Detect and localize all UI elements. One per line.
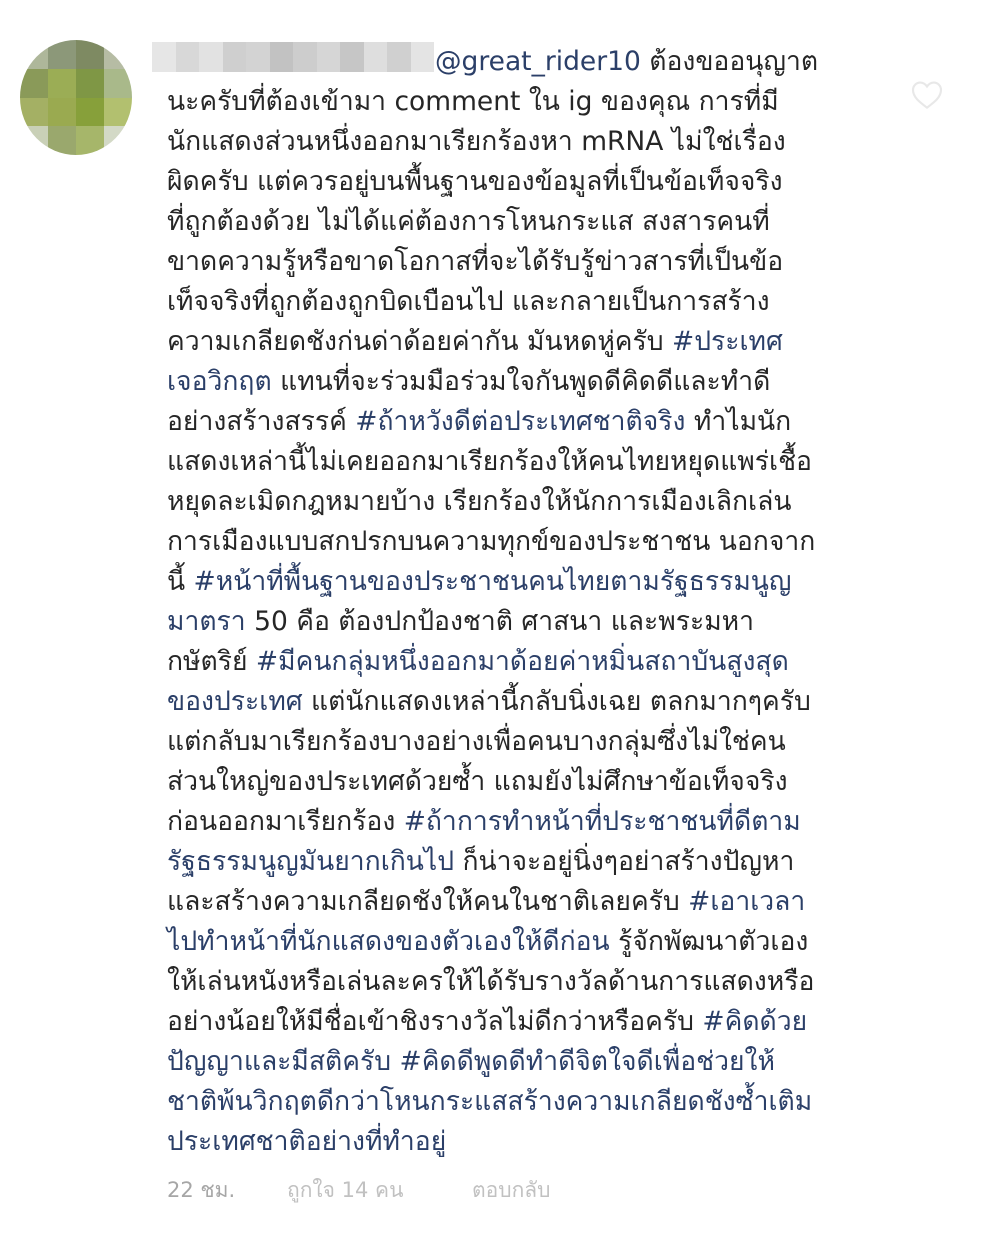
hashtag-link[interactable]: #หน้าที่พื้นฐานของประชาชนคนไทยตามรัฐธรรมนูญ bbox=[193, 566, 792, 597]
comment-text-segment: นี้ bbox=[167, 566, 194, 597]
hashtag-link[interactable]: ของประเทศ bbox=[167, 686, 303, 717]
comment-line bbox=[167, 82, 887, 122]
comment-line bbox=[167, 322, 887, 362]
comment-line bbox=[167, 1042, 887, 1082]
comment-text-segment: หยุดละเมิดกฎหมายบ้าง เรียกร้องให้นักการเมืองเลิกเล่น bbox=[167, 486, 792, 517]
avatar-pixel bbox=[48, 40, 76, 69]
comment-text-segment: ที่ถูกต้องด้วย ไม่ได้แค่ต้องการโหนกระแส สงสารคนที่ bbox=[167, 206, 770, 237]
reply-button[interactable]: ตอบกลับ bbox=[472, 1178, 551, 1202]
comment-line bbox=[167, 602, 887, 642]
comment-line bbox=[167, 842, 887, 882]
avatar-pixel bbox=[20, 69, 48, 98]
comment-line bbox=[167, 1082, 887, 1122]
avatar-pixel bbox=[76, 98, 104, 127]
comment-line bbox=[167, 402, 887, 442]
comment-text-segment: ความเกลียดชังก่นด่าด้อยค่ากัน มันหดหู่ครับ bbox=[167, 326, 672, 357]
comment-text-segment: แต่กลับมาเรียกร้องบางอย่างเพื่อคนบางกลุ่มซึ่งไม่ใช่คน bbox=[167, 726, 786, 757]
comment-text-segment: ก็น่าจะอยู่นิ่งๆอย่าสร้างปัญหา bbox=[454, 846, 795, 877]
comment-text-segment: นะครับที่ต้องเข้ามา comment ใน ig ของคุณ การที่มี bbox=[167, 86, 779, 117]
comment-line bbox=[167, 1122, 887, 1162]
avatar-pixel bbox=[76, 126, 104, 155]
comment-text-segment: นักแสดงส่วนหนึ่งออกมาเรียกร้องหา mRNA ไม่ใช่เรื่อง bbox=[167, 126, 786, 157]
comment-line bbox=[167, 922, 887, 962]
comment-text-segment: ให้เล่นหนังหรือเล่นละครให้ได้รับรางวัลด้านการแสดงหรือ bbox=[167, 966, 815, 997]
hashtag-link[interactable]: รัฐธรรมนูญมันยากเกินไป bbox=[167, 846, 455, 877]
comment-line bbox=[167, 242, 887, 282]
comment-text bbox=[167, 42, 887, 1162]
comment-line bbox=[167, 682, 887, 722]
comment-text-segment: และสร้างความเกลียดชังให้คนในชาติเลยครับ bbox=[167, 886, 689, 917]
comment-line bbox=[167, 762, 887, 802]
comment-text-segment: แทนที่จะร่วมมือร่วมใจกันพูดดีคิดดีและทำดี bbox=[271, 366, 771, 397]
comment-line bbox=[167, 122, 887, 162]
comment-line bbox=[167, 962, 887, 1002]
hashtag-link[interactable]: #ถ้าหวังดีต่อประเทศชาติจริง bbox=[355, 406, 686, 437]
hashtag-link[interactable]: เจอวิกฤต bbox=[167, 366, 272, 397]
hashtag-link[interactable]: #คิดดีพูดดีทำดีจิตใจดีเพื่อช่วยให้ bbox=[399, 1046, 775, 1077]
hashtag-link[interactable]: #ถ้าการทำหน้าที่ประชาชนที่ดีตาม bbox=[403, 806, 801, 837]
likes-count-link[interactable]: ถูกใจ 14 คน bbox=[287, 1178, 404, 1202]
comment-text-segment: ผิดครับ แต่ควรอยู่บนพื้นฐานของข้อมูลที่เป็นข้อเท็จจริง bbox=[167, 166, 783, 197]
comment-text-segment: แต่นักแสดงเหล่านี้กลับนิ่งเฉย ตลกมากๆครับ bbox=[302, 686, 811, 717]
avatar-pixel bbox=[76, 40, 104, 69]
comment-text-segment: ทำไมนัก bbox=[685, 406, 792, 437]
avatar-pixel bbox=[48, 126, 76, 155]
comment-text-segment: การเมืองแบบสกปรกบนความทุกข์ของประชาชน นอกจาก bbox=[167, 526, 816, 557]
comment-text-segment: ส่วนใหญ่ของประเทศด้วยซ้ำ แถมยังไม่ศึกษาข้อเท็จจริง bbox=[167, 766, 788, 797]
comment-line bbox=[167, 442, 887, 482]
comment-text-segment: เท็จจริงที่ถูกต้องถูกบิดเบือนไป และกลายเป็นการสร้าง bbox=[167, 286, 770, 317]
comment-time: 22 ชม. bbox=[167, 1178, 236, 1202]
comment-line bbox=[167, 162, 887, 202]
avatar-pixel bbox=[20, 126, 48, 155]
comment-text-segment: อย่างสร้างสรรค์ bbox=[167, 406, 356, 437]
comment-text-segment: รู้จักพัฒนาตัวเอง bbox=[609, 926, 809, 957]
avatar-pixel bbox=[104, 69, 132, 98]
avatar-pixel bbox=[20, 40, 48, 69]
comment-text-segment: 50 คือ ต้องปกป้องชาติ ศาสนา และพระมหา bbox=[245, 606, 755, 637]
comment-meta bbox=[167, 1174, 551, 1207]
comment-line bbox=[167, 802, 887, 842]
comment-line bbox=[167, 42, 887, 82]
comment-line bbox=[167, 522, 887, 562]
hashtag-link[interactable]: ปัญญาและมีสติครับ bbox=[167, 1046, 392, 1077]
hashtag-link[interactable]: มาตรา bbox=[167, 606, 246, 637]
comment-line bbox=[167, 1002, 887, 1042]
heart-outline-icon[interactable] bbox=[911, 80, 943, 110]
comment-text-segment: ขาดความรู้หรือขาดโอกาสที่จะได้รับรู้ข่าวสารที่เป็นข้อ bbox=[167, 246, 784, 277]
hashtag-link[interactable]: ไปทำหน้าที่นักแสดงของตัวเองให้ดีก่อน bbox=[167, 926, 610, 957]
avatar-pixel bbox=[48, 98, 76, 127]
hashtag-link[interactable]: ประเทศชาติอย่างที่ทำอยู่ bbox=[167, 1126, 447, 1157]
hashtag-link[interactable]: #ประเทศ bbox=[672, 326, 783, 357]
avatar-pixel bbox=[104, 98, 132, 127]
comment-line bbox=[167, 722, 887, 762]
hashtag-link[interactable]: #คิดด้วย bbox=[702, 1006, 808, 1037]
comment-line bbox=[167, 482, 887, 522]
avatar-pixel bbox=[104, 40, 132, 69]
avatar[interactable] bbox=[20, 40, 132, 155]
comment-line bbox=[167, 642, 887, 682]
avatar-pixel bbox=[48, 69, 76, 98]
comment-text-segment: ก่อนออกมาเรียกร้อง bbox=[167, 806, 404, 837]
comment-line bbox=[167, 562, 887, 602]
mention-link[interactable]: @great_rider10 bbox=[435, 46, 641, 77]
hashtag-link[interactable]: #เอาเวลา bbox=[688, 886, 806, 917]
comment-text-segment: อย่างน้อยให้มีชื่อเข้าชิงรางวัลไม่ดีกว่าหรือครับ bbox=[167, 1006, 703, 1037]
avatar-pixel bbox=[76, 69, 104, 98]
comment-line bbox=[167, 282, 887, 322]
avatar-pixel bbox=[20, 98, 48, 127]
comment-line bbox=[167, 202, 887, 242]
comment-text-segment: แสดงเหล่านี้ไม่เคยออกมาเรียกร้องให้คนไทยหยุดแพร่เชื้อ bbox=[167, 446, 812, 477]
hashtag-link[interactable]: #มีคนกลุ่มหนึ่งออกมาด้อยค่าหมิ่นสถาบันสูงสุด bbox=[255, 646, 789, 677]
hashtag-link[interactable]: ชาติพ้นวิกฤตดีกว่าโหนกระแสสร้างความเกลียดชังซ้ำเติม bbox=[167, 1086, 813, 1117]
comment-text-segment: ต้องขออนุญาต bbox=[640, 46, 819, 77]
comment-text-segment: กษัตริย์ bbox=[167, 646, 256, 677]
avatar-pixel bbox=[104, 126, 132, 155]
comment-line bbox=[167, 362, 887, 402]
comment-line bbox=[167, 882, 887, 922]
